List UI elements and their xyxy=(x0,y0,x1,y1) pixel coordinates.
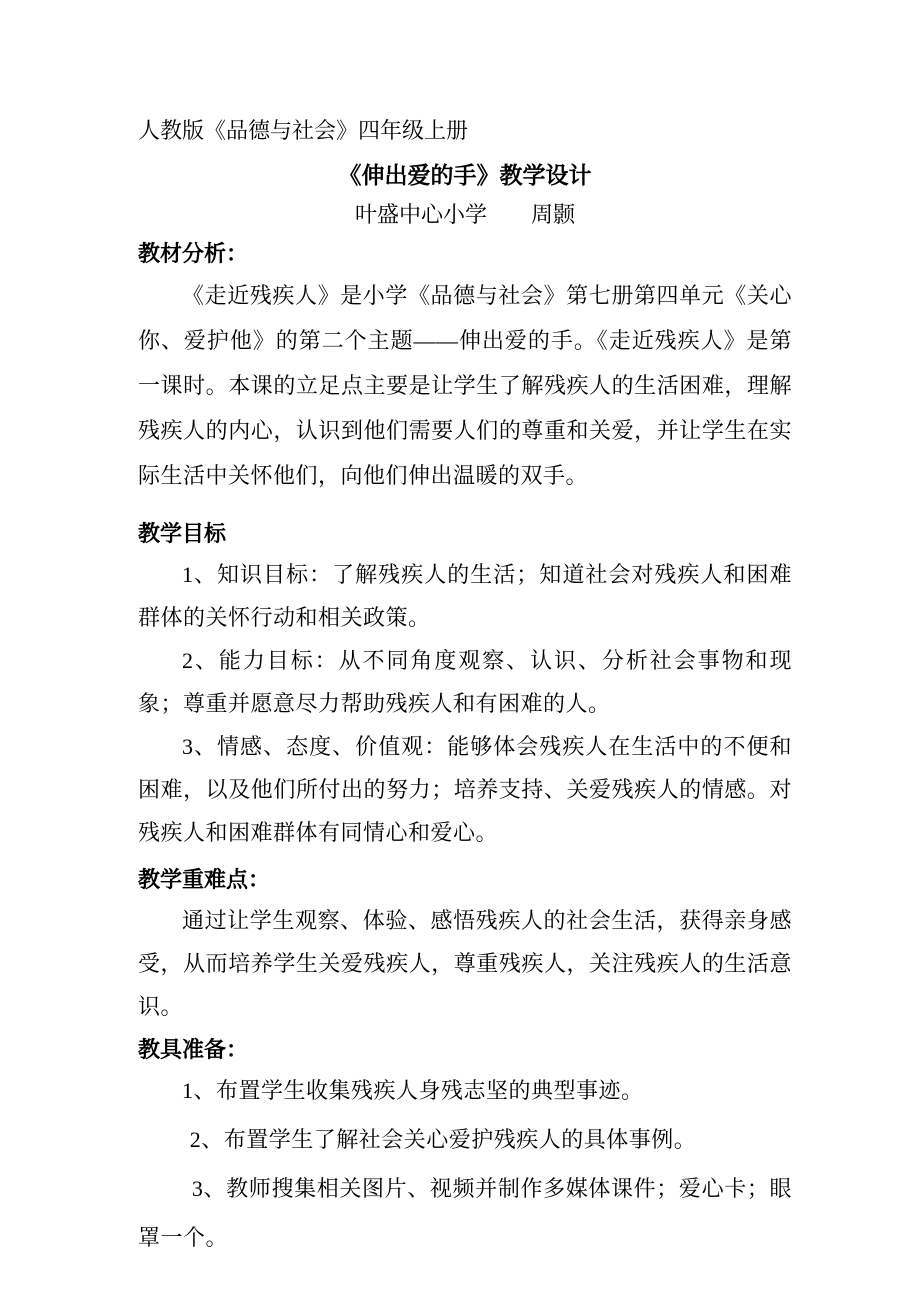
section-heading-teaching-aids: 教具准备： xyxy=(138,1037,249,1062)
section-material-analysis xyxy=(138,238,792,498)
paragraph: 1、知识目标：了解残疾人的生活；知道社会对残疾人和困难群体的关怀行动和相关政策。 xyxy=(138,562,792,630)
list-item: 1、布置学生收集残疾人身残志坚的典型事迹。 xyxy=(182,1078,644,1103)
doc-title: 《伸出爱的手》教学设计 xyxy=(338,163,592,188)
section-heading-key-difficult-points: 教学重难点： xyxy=(138,867,271,892)
section-heading-material-analysis: 教材分析： xyxy=(138,241,249,266)
list-item: 3、教师搜集相关图片、视频并制作多媒体课件；爱心卡；眼罩一个。 xyxy=(138,1176,792,1250)
section-teaching-goals xyxy=(138,518,792,854)
list-item: 2、布置学生了解社会关心爱护残疾人的具体事例。 xyxy=(189,1127,697,1152)
doc-byline: 叶盛中心小学 周颢 xyxy=(354,202,575,227)
paragraph: 2、能力目标：从不同角度观察、认识、分析社会事物和现象；尊重并愿意尽力帮助残疾人和有困难的人。 xyxy=(138,648,792,716)
paragraph: 《走近残疾人》是小学《品德与社会》第七册第四单元《关心你、爱护他》的第二个主题——伸出爱的手。《走近残疾人》是第一课时。本课的立足点主要是让学生了解残疾人的生活困难，理解残疾人的内心，认识到他们需要人们的尊重和关爱，并让学生在实际生活中关怀他们，向他们伸出温暖的双手。 xyxy=(138,283,792,488)
paragraph: 通过让学生观察、体验、感悟残疾人的社会生活，获得亲身感受，从而培养学生关爱残疾人，尊重残疾人，关注残疾人的生活意识。 xyxy=(138,908,792,1019)
section-teaching-aids xyxy=(138,1034,792,1262)
paragraph: 3、情感、态度、价值观：能够体会残疾人在生活中的不便和困难，以及他们所付出的努力；培养支持、关爱残疾人的情感。对残疾人和困难群体有同情心和爱心。 xyxy=(138,734,792,845)
section-key-difficult-points xyxy=(138,864,792,1028)
doc-meta-line: 人教版《品德与社会》四年级上册 xyxy=(138,118,469,143)
section-heading-teaching-goals: 教学目标 xyxy=(138,521,227,546)
